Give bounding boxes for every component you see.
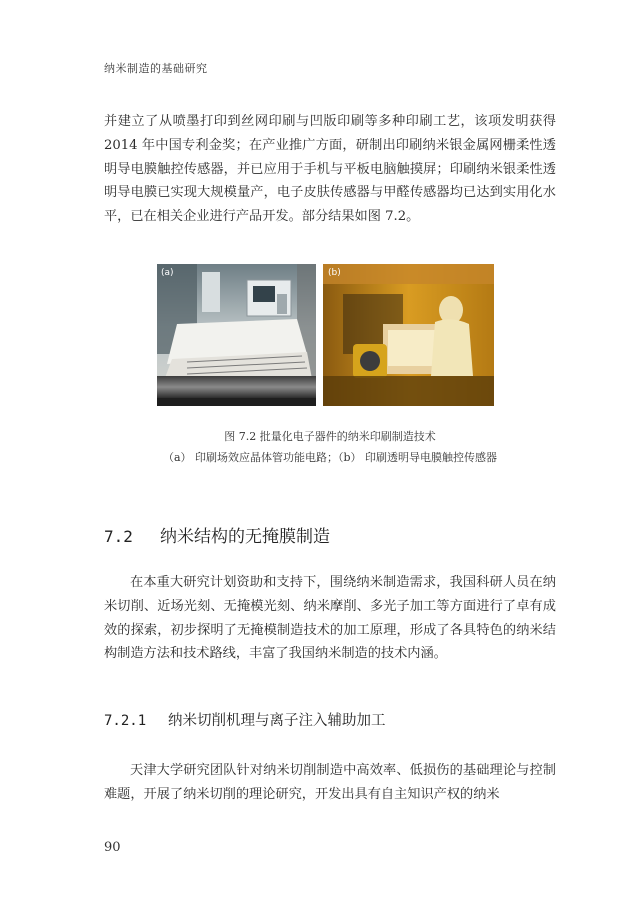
figure-7-2	[157, 264, 494, 406]
section-heading	[104, 522, 330, 547]
figure-caption-title: 图 7.2 批量化电子器件的纳米印刷制造技术	[224, 430, 436, 443]
body-paragraph-3: 天津大学研究团队针对纳米切削制造中高效率、低损伤的基础理论与控制难题，开展了纳米切削的理论研究，开发出具有自主知识产权的纳米	[104, 763, 556, 802]
cleanroom-image	[323, 264, 494, 406]
running-header: 纳米制造的基础研究	[104, 62, 208, 75]
figure-panel-a-photo	[157, 264, 316, 406]
subsection-number: 7.2.1	[104, 713, 147, 729]
page-number: 90	[104, 840, 121, 855]
panel-a-label: (a)	[161, 268, 174, 278]
figure-caption-subtitle: （a） 印刷场效应晶体管功能电路；（b） 印刷透明导电膜触控传感器	[162, 451, 498, 464]
subsection-heading	[104, 709, 386, 730]
subsection-title: 纳米切削机理与离子注入辅助加工	[168, 713, 386, 729]
section-number: 7.2	[104, 527, 133, 546]
body-paragraph-2: 在本重大研究计划资助和支持下，围绕纳米制造需求，我国科研人员在纳米切削、近场光刻、无掩模光刻、纳米摩削、多光子加工等方面进行了卓有成效的探索，初步探明了无掩模制造技术的加工原理，形成了各具特色的纳米结构制造方法和技术路线，丰富了我国纳米制造的技术内涵。	[104, 575, 556, 662]
body-paragraph-1: 并建立了从喷墨打印到丝网印刷与凹版印刷等多种印刷工艺，该项发明获得 2014 年中国专利金奖；在产业推广方面，研制出印刷纳米银金属网栅柔性透明导电膜触控传感器，并已应用于手机与平板电脑触摸屏；印刷纳米银柔性透明导电膜已实现大规模量产，电子皮肤传感器与甲醛传感器均已达到实用化水平，已在相关企业进行产品开发。部分结果如图 7.2。	[104, 114, 556, 225]
panel-b-label: (b)	[328, 268, 341, 278]
section-title: 纳米结构的无掩膜制造	[160, 527, 330, 547]
figure-panel-b-photo	[323, 264, 494, 406]
printing-machine-image	[157, 264, 316, 406]
